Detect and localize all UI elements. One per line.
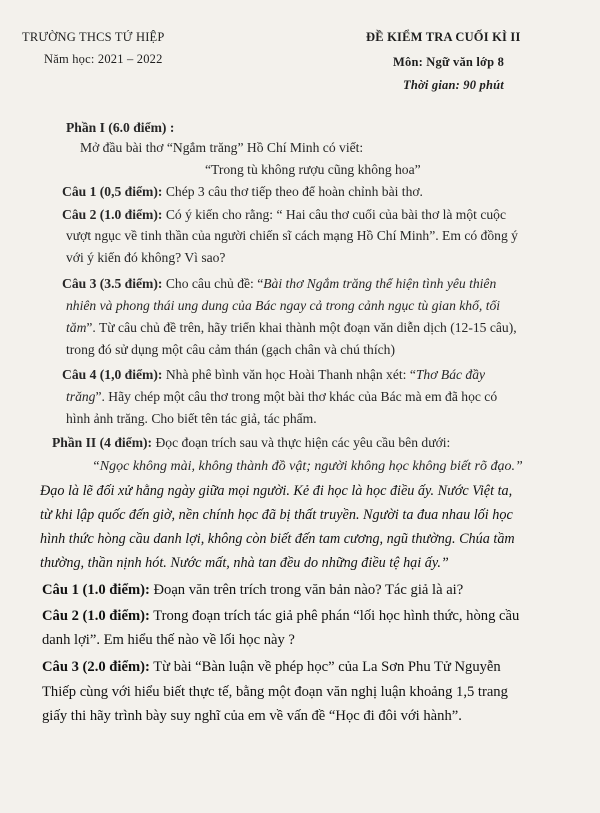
part1-intro: Mở đầu bài thơ “Ngắm trăng” Hồ Chí Minh có viết: (80, 140, 364, 155)
question-label: Câu 2 (1.0 điểm): (62, 207, 163, 222)
question-text: Nhà phê bình văn học Hoài Thanh nhận xét: “ (165, 367, 416, 382)
part2-q2-line2: danh lợi”. Em hiểu thế nào về lối học này ? (42, 632, 295, 648)
part2-header (52, 435, 572, 451)
part1-q2-line3: với ý kiến đó không? Vì sao? (66, 250, 226, 265)
part1-verse: “Trong tù không rượu cũng không hoa” (205, 162, 421, 177)
question-text: ”. Hãy chép một câu thơ trong một bài thơ khác của Bác mà em đã học có (95, 389, 498, 404)
question-text: Chép 3 câu thơ tiếp theo để hoàn chỉnh bài thơ. (165, 184, 423, 199)
part1-heading: Phần I (6.0 điểm) : (66, 120, 175, 135)
part1-q2-line2: vượt ngục về tinh thần của người chiến sĩ cách mạng Hồ Chí Minh”. Em có đồng ý (66, 228, 518, 243)
part1-q3-line2: nhiên và phong thái ung dung của Bác ngay cả trong cảnh ngục tù gian khổ, tối (66, 298, 501, 313)
topic-sentence-end: tăm (66, 320, 87, 335)
question-label: Câu 4 (1,0 điểm): (62, 367, 163, 382)
part2-heading: Phần II (4 điểm): (52, 435, 153, 450)
question-text: Trong đoạn trích tác giả phê phán “lối học hình thức, hòng cầu (153, 608, 520, 624)
question-label: Câu 1 (0,5 điểm): (62, 184, 163, 199)
question-label: Câu 1 (1.0 điểm): (42, 582, 150, 598)
question-text: Cho câu chủ đề: “ (165, 276, 264, 291)
question-text: Có ý kiến cho rằng: “ Hai câu thơ cuối của bài thơ là một cuộc (165, 207, 506, 222)
part1-question-2 (62, 207, 582, 223)
exam-title: ĐỀ KIỂM TRA CUỐI KÌ II (366, 30, 521, 44)
part1-q4-line3: hình ảnh trăng. Cho biết tên tác giả, tác phẩm. (66, 411, 317, 426)
critic-quote-end: trăng (66, 389, 96, 404)
part1-question-1 (62, 184, 582, 200)
school-year: Năm học: 2021 – 2022 (44, 52, 163, 66)
question-label: Câu 3 (3.5 điểm): (62, 276, 163, 291)
question-label: Câu 2 (1.0 điểm): (42, 608, 150, 624)
part2-q3-line2: Thiếp cùng với hiểu biết thực tế, bằng một đoạn văn nghị luận khoảng 1,5 trang (42, 684, 508, 700)
school-name: TRƯỜNG THCS TỨ HIỆP (22, 30, 165, 44)
exam-time: Thời gian: 90 phút (403, 78, 504, 92)
part1-question-4 (62, 367, 582, 383)
question-text: Đoạn văn trên trích trong văn bản nào? Tác giả là ai? (153, 582, 464, 598)
part1-q4-line2 (66, 389, 586, 405)
critic-quote: Thơ Bác đầy (415, 367, 486, 382)
part2-question-2 (42, 608, 590, 625)
part2-question-1 (42, 582, 590, 599)
topic-sentence: Bài thơ Ngắm trăng thể hiện tình yêu thiên (263, 276, 497, 291)
passage-line: hình thức hòng cầu danh lợi, không còn biết đến tam cương, ngũ thường. Chúa tầm (40, 531, 515, 547)
question-text: Từ bài “Bàn luận về phép học” của La Sơn Phu Tử Nguyễn (153, 659, 501, 675)
part2-question-3 (42, 659, 590, 676)
part1-q3-line3 (66, 320, 586, 336)
passage-line: từ khi lập quốc đến giờ, nền chính học đã bị thất truyền. Người ta đua nhau lối học (40, 507, 513, 523)
part2-q3-line3: giấy thi hãy trình bày suy nghĩ của em về vấn đề “Học đi đôi với hành”. (42, 708, 462, 724)
passage-line: thường, thần nịnh hót. Nước mất, nhà tan đều do những điều tệ hại ấy.” (40, 555, 449, 571)
passage-line: “Ngọc không mài, không thành đồ vật; người không học không biết rõ đạo.” (92, 459, 523, 474)
part2-intro: Đọc đoạn trích sau và thực hiện các yêu cầu bên dưới: (155, 435, 451, 450)
exam-subject: Môn: Ngữ văn lớp 8 (393, 55, 505, 69)
part1-question-3 (62, 276, 582, 292)
question-text: ”. Từ câu chủ đề trên, hãy triển khai thành một đoạn văn diễn dịch (12-15 câu), (86, 320, 517, 335)
part1-q3-line4: trong đó sử dụng một câu cảm thán (gạch chân và chú thích) (66, 342, 395, 357)
question-label: Câu 3 (2.0 điểm): (42, 659, 150, 675)
passage-line: Đạo là lẽ đối xử hằng ngày giữa mọi người. Kẻ đi học là học điều ấy. Nước Việt ta, (40, 483, 513, 499)
